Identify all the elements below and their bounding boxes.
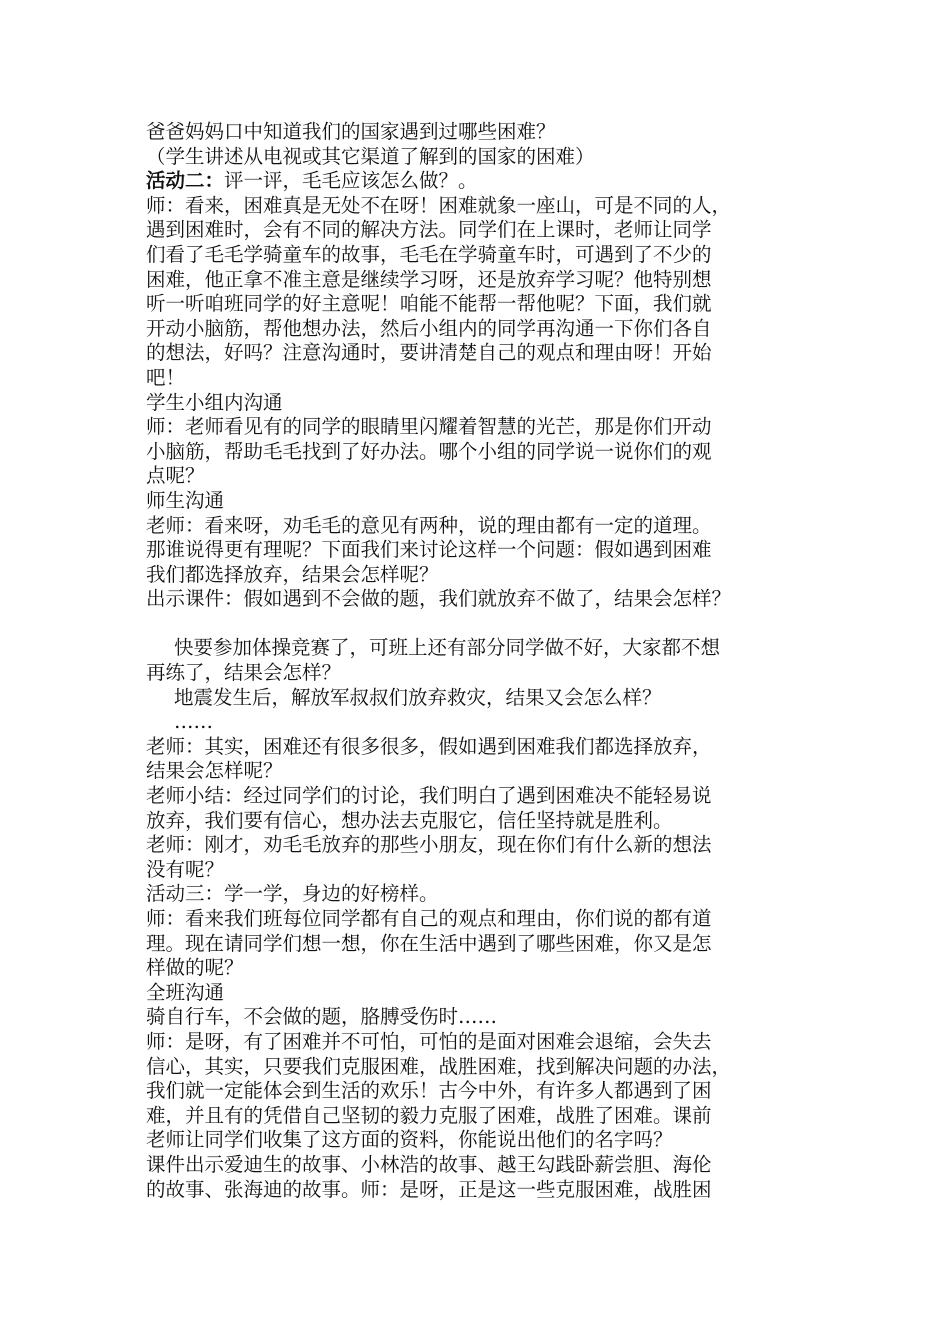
text-line: 全班沟通 (146, 980, 225, 1004)
text-line: …… (174, 710, 213, 734)
text-line: 师：看来我们班每位同学都有自己的观点和理由，你们说的都有道 (146, 907, 712, 930)
text-line: 们看了毛毛学骑童车的故事，毛毛在学骑童车时，可遇到了不少的 (146, 242, 712, 266)
text-line: 师：老师看见有的同学的眼睛里闪耀着智慧的光芒，那是你们开动 (146, 415, 712, 439)
text-line: 老师：其实，困难还有很多很多，假如遇到困难我们都选择放弃， (146, 734, 712, 758)
activity-two-heading (146, 169, 836, 194)
activity-two-label: 活动二： (146, 169, 225, 193)
text-line: 遇到困难时，会有不同的解决方法。同学们在上课时，老师让同学 (146, 218, 712, 242)
text-line: 没有呢？ (146, 857, 225, 881)
text-line: 老师让同学们收集了这方面的资料，你能说出他们的名字吗？ (146, 1128, 673, 1152)
text-line: 的故事、张海迪的故事。师：是呀，正是这一些克服困难，战胜困 (146, 1177, 712, 1201)
text-line: 吧！ (146, 365, 186, 389)
activity-three-heading: 活动三：学一学，身边的好榜样。 (146, 882, 439, 906)
text-line: （学生讲述从电视或其它渠道了解到的国家的困难） (146, 144, 595, 168)
activity-two-text: 评一评，毛毛应该怎么做？。 (224, 169, 478, 193)
text-line: 难，并且有的凭借自己坚韧的毅力克服了困难，战胜了困难。课前 (146, 1103, 712, 1127)
text-line: 地震发生后，解放军叔叔们放弃救灾，结果又会怎么样？ (174, 685, 662, 709)
blank-line (146, 612, 836, 637)
text-line: 我们都选择放弃，结果会怎样呢？ (146, 562, 439, 586)
text-line: 课件出示爱迪生的故事、小林浩的故事、越王勾践卧薪尝胆、海伦 (146, 1152, 712, 1176)
text-line: 再练了，结果会怎样？ (146, 661, 342, 685)
text-line: 结果会怎样呢？ (146, 759, 283, 783)
text-line: 老师：看来呀，劝毛毛的意见有两种，说的理由都有一定的道理。 (146, 513, 712, 537)
text-line: 师生沟通 (146, 488, 225, 512)
text-line: 困难，他正拿不准主意是继续学习呀，还是放弃学习呢？他特别想 (146, 267, 712, 291)
text-line: 小脑筋，帮助毛毛找到了好办法。哪个小组的同学说一说你们的观 (146, 439, 712, 463)
text-line: 老师：刚才，劝毛毛放弃的那些小朋友，现在你们有什么新的想法 (146, 833, 712, 857)
text-line: 听一听咱班同学的好主意呢！咱能不能帮一帮他呢？下面，我们就 (146, 292, 712, 316)
text-line: 师：看来，困难真是无处不在呀！困难就象一座山，可是不同的人， (146, 193, 732, 217)
document-body (146, 120, 836, 1202)
text-line: 放弃，我们要有信心，想办法去克服它，信任坚持就是胜利。 (146, 808, 673, 832)
text-line: 信心，其实，只要我们克服困难，战胜困难，找到解决问题的办法， (146, 1054, 732, 1078)
text-line: 师：是呀，有了困难并不可怕，可怕的是面对困难会退缩，会失去 (146, 1029, 712, 1053)
text-line: 出示课件：假如遇到不会做的题，我们就放弃不做了，结果会怎样？ (146, 587, 732, 611)
text-line: 开动小脑筋，帮他想办法，然后小组内的同学再沟通一下你们各自 (146, 316, 712, 340)
text-line: 学生小组内沟通 (146, 390, 283, 414)
text-line: 快要参加体操竞赛了，可班上还有部分同学做不好，大家都不想 (174, 636, 721, 660)
text-line: 点呢？ (146, 464, 205, 488)
text-line: 的想法，好吗？注意沟通时，要讲清楚自己的观点和理由呀！开始 (146, 341, 712, 365)
text-line: 那谁说得更有理呢？下面我们来讨论这样一个问题：假如遇到困难 (146, 538, 712, 562)
text-line: 样做的呢？ (146, 956, 244, 980)
text-line: 我们就一定能体会到生活的欢乐！古今中外，有许多人都遇到了困 (146, 1079, 712, 1103)
text-line: 理。现在请同学们想一想，你在生活中遇到了哪些困难，你又是怎 (146, 931, 712, 955)
text-line: 骑自行车，不会做的题，胳膊受伤时…… (146, 1005, 498, 1029)
text-line: 老师小结：经过同学们的讨论，我们明白了遇到困难决不能轻易说 (146, 784, 712, 808)
text-line: 爸爸妈妈口中知道我们的国家遇到过哪些困难？ (146, 120, 556, 143)
